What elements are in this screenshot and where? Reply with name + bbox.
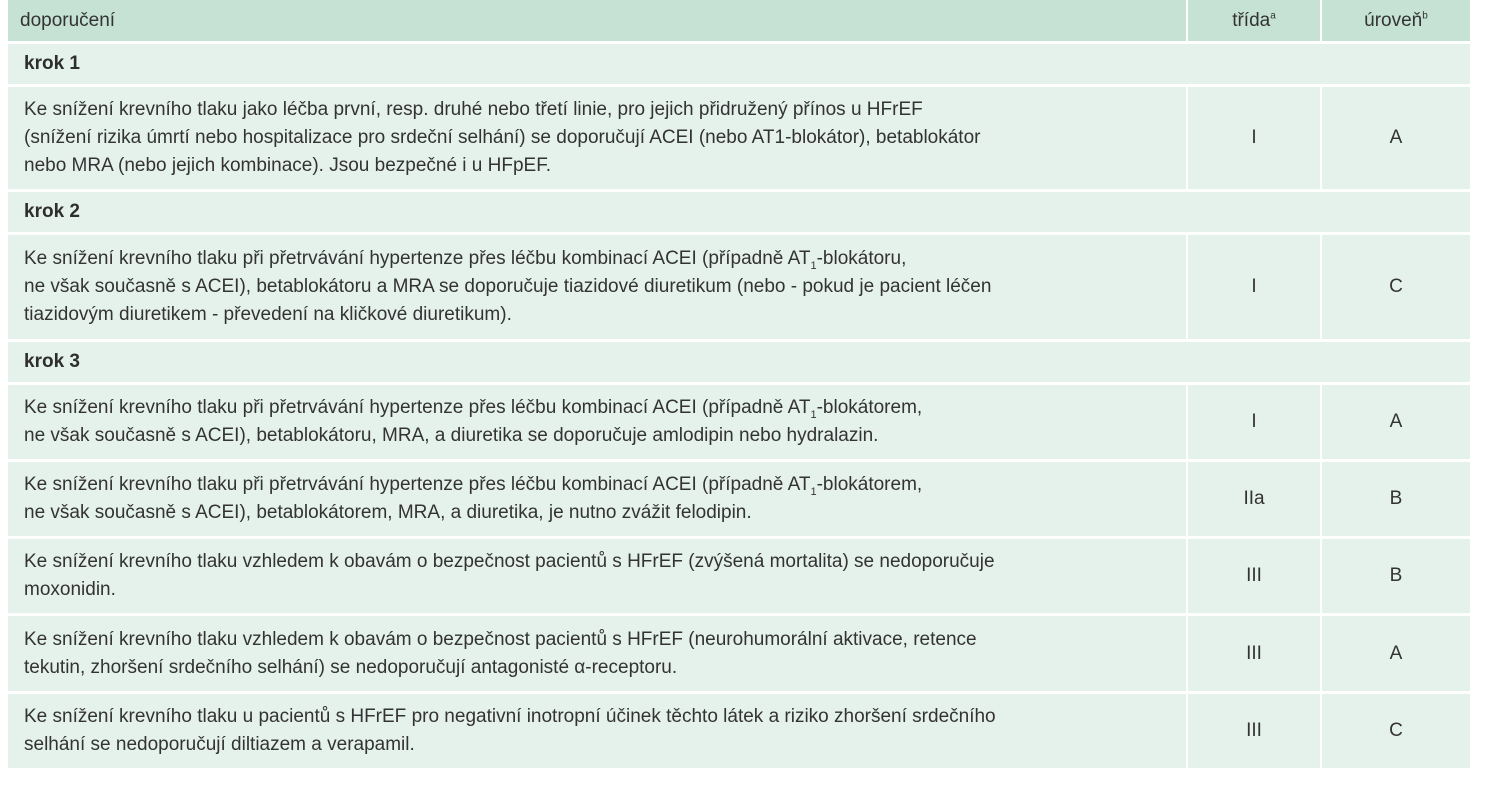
level-cell: C: [1322, 694, 1470, 771]
level-cell: A: [1322, 616, 1470, 694]
level-cell: A: [1322, 87, 1470, 192]
level-cell: C: [1322, 235, 1470, 342]
table-row: [8, 385, 1470, 462]
recommendation-text: Ke snížení krevního tlaku jako léčba první, resp. druhé nebo třetí linie, pro jejich přidružený přínos u HFrEF (snížení rizika úmrtí nebo hospitalizace pro srdeční selhání) se doporučují ACEI (nebo AT1-blokátor), betablokátor nebo MRA (nebo jejich kombinace). Jsou bezpečné i u HFpEF.: [8, 87, 1188, 192]
step-row: [8, 342, 1470, 385]
step-label: krok 2: [8, 192, 1470, 235]
header-class: třída$^a$: [1188, 0, 1322, 44]
recommendation-text: Ke snížení krevního tlaku při přetrvávání hypertenze přes léčbu kombinací ACEI (případně $AT_1$-blokátorem, ne však současně s ACEI), betablokátoru, MRA, a diuretika se doporučuje amlodipin nebo hydralazin.: [8, 385, 1188, 462]
recommendation-text: Ke snížení krevního tlaku u pacientů s HFrEF pro negativní inotropní účinek těchto látek a riziko zhoršení srdečního selhání se nedoporučují diltiazem a verapamil.: [8, 694, 1188, 771]
level-cell: A: [1322, 385, 1470, 462]
recommendations-table: [8, 0, 1470, 771]
table-row: [8, 462, 1470, 539]
class-cell: I: [1188, 385, 1322, 462]
recommendation-text: Ke snížení krevního tlaku při přetrvávání hypertenze přes léčbu kombinací ACEI (případně $AT_1$-blokátorem, ne však současně s ACEI), betablokátorem, MRA, a diuretika, je nutno zvážit felodipin.: [8, 462, 1188, 539]
table-row: [8, 539, 1470, 616]
table-row: [8, 694, 1470, 771]
table-row: [8, 87, 1470, 192]
class-cell: IIa: [1188, 462, 1322, 539]
step-row: [8, 44, 1470, 87]
class-cell: I: [1188, 235, 1322, 342]
step-label: krok 1: [8, 44, 1470, 87]
class-cell: III: [1188, 616, 1322, 694]
class-cell: III: [1188, 694, 1322, 771]
class-cell: I: [1188, 87, 1322, 192]
recommendations-table-wrapper: [8, 0, 1470, 771]
recommendation-text: Ke snížení krevního tlaku vzhledem k obavám o bezpečnost pacientů s HFrEF (neurohumorální aktivace, retence tekutin, zhoršení srdečního selhání) se nedoporučují antagonisté α-receptoru.: [8, 616, 1188, 694]
class-cell: III: [1188, 539, 1322, 616]
table-row: [8, 616, 1470, 694]
recommendation-text: Ke snížení krevního tlaku při přetrvávání hypertenze přes léčbu kombinací ACEI (případně $AT_1$-blokátoru, ne však současně s ACEI), betablokátoru a MRA se doporučuje tiazidové diuretikum (nebo - pokud je pacient léčen tiazidovým diuretikem - převedení na kličkové diuretikum).: [8, 235, 1188, 342]
recommendation-text: Ke snížení krevního tlaku vzhledem k obavám o bezpečnost pacientů s HFrEF (zvýšená mortalita) se nedoporučuje moxonidin.: [8, 539, 1188, 616]
level-cell: B: [1322, 539, 1470, 616]
step-row: [8, 192, 1470, 235]
header-level: úroveň$^b$: [1322, 0, 1470, 44]
step-label: krok 3: [8, 342, 1470, 385]
table-row: [8, 235, 1470, 342]
table-header-row: [8, 0, 1470, 44]
level-cell: B: [1322, 462, 1470, 539]
header-recommendation: doporučení: [8, 0, 1188, 44]
